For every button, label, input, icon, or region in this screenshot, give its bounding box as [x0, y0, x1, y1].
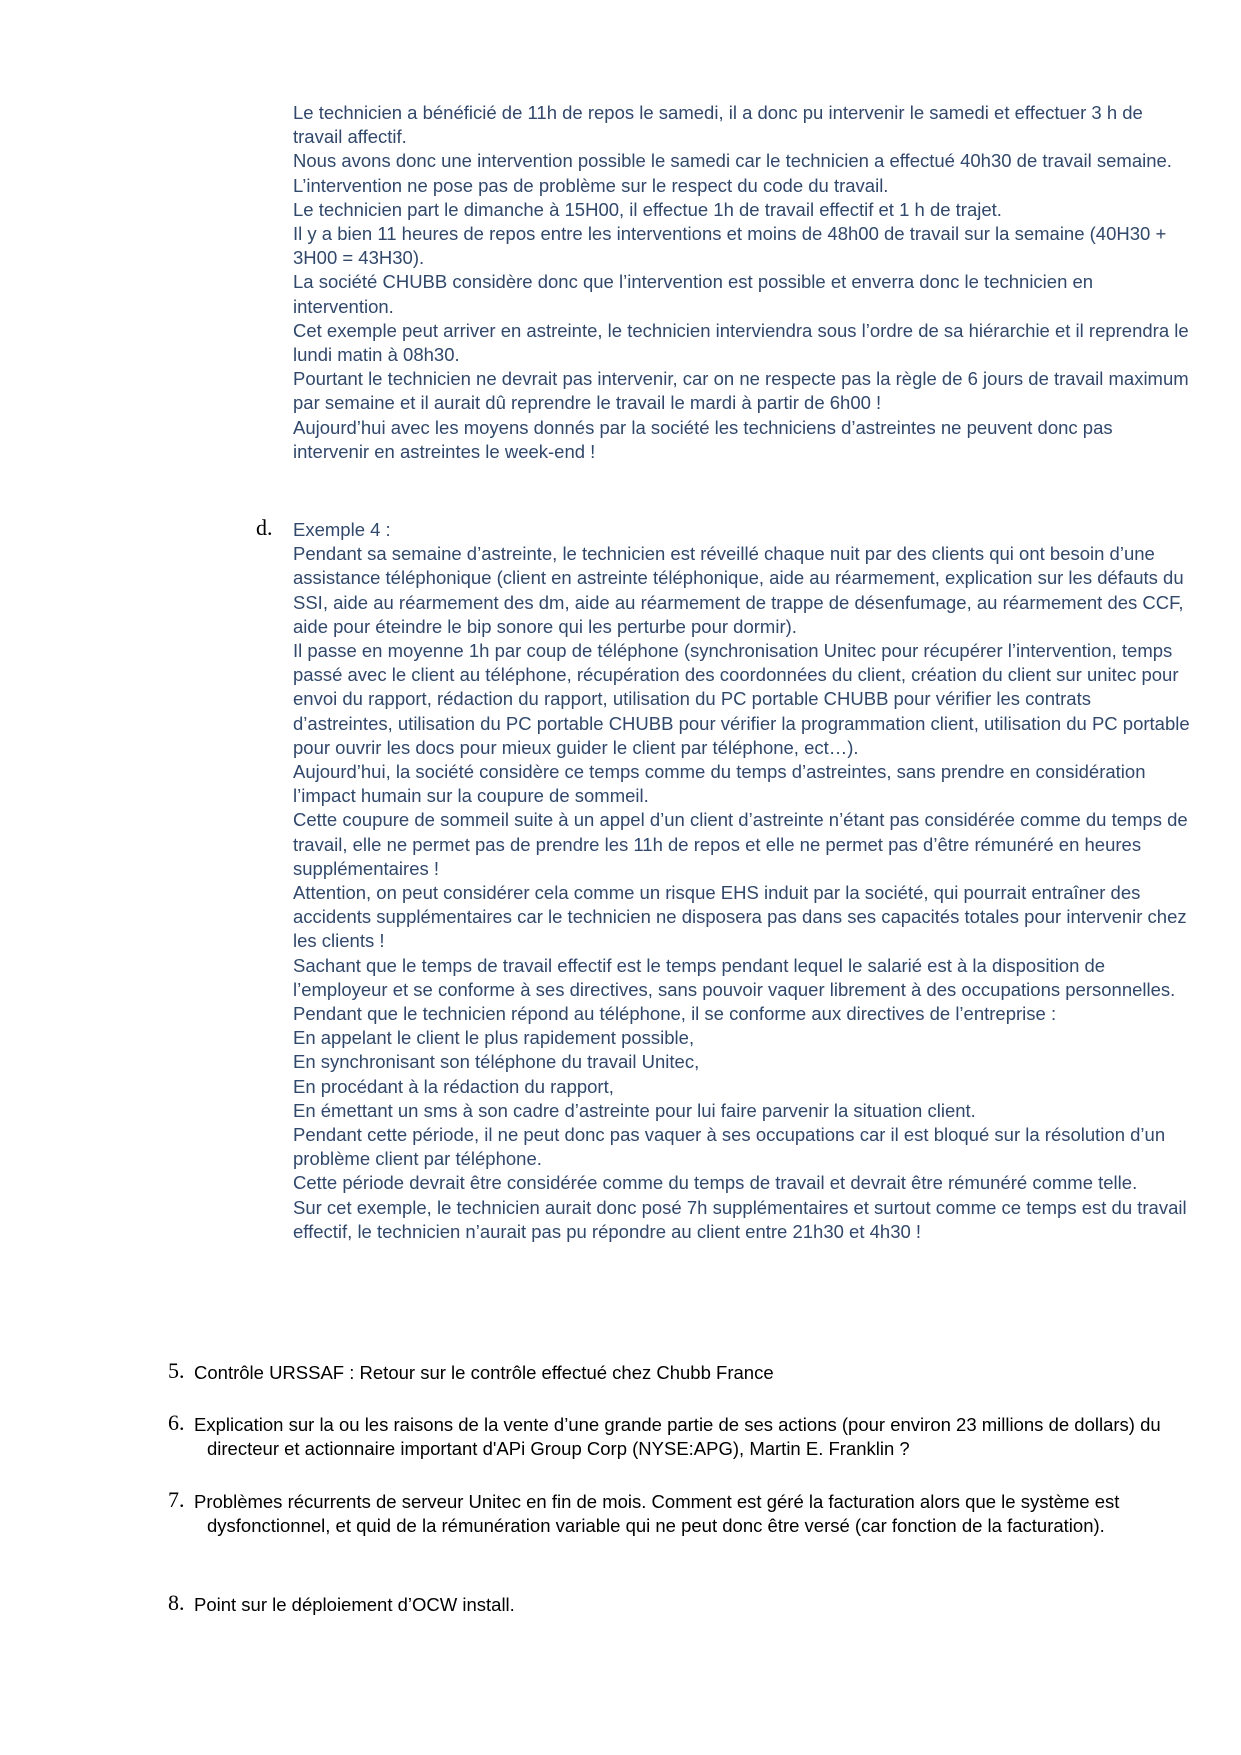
paragraph: Pendant que le technicien répond au téléphone, il se conforme aux directives de l’entreprise :: [293, 1003, 1057, 1025]
paragraph: Sachant que le temps de travail effectif est le temps pendant lequel le salarié est à la disposition de l’employeur et se conforme à ses directives, sans pouvoir vaquer librement à des occupations personnelles.: [293, 954, 1176, 1000]
paragraph: L’intervention ne pose pas de problème sur le respect du code du travail.: [293, 174, 889, 196]
example-4-section: [293, 518, 1193, 1244]
paragraph: Il passe en moyenne 1h par coup de téléphone (synchronisation Unitec pour récupérer l’intervention, temps passé avec le client au téléphone, récupération des coordonnées du client, création du client sur unitec pour envoi du rapport, rédaction du rapport, utilisation du PC portable CHUBB pour vérifier les contrats d’astreintes, utilisation du PC portable CHUBB pour vérifier la programmation client, utilisation du PC portable pour ouvrir les docs pour mieux guider le client par téléphone, ect…).: [293, 640, 1190, 758]
paragraph: Pendant cette période, il ne peut donc pas vaquer à ses occupations car il est bloqué sur la résolution d’un problème client par téléphone.: [293, 1124, 1166, 1170]
agenda-text: Point sur le déploiement d’OCW install.: [194, 1594, 515, 1615]
paragraph: Le technicien a bénéficié de 11h de repos le samedi, il a donc pu intervenir le samedi et effectuer 3 h de travail affectif.: [293, 102, 1143, 148]
example-3-continuation: [293, 101, 1193, 464]
paragraph: Sur cet exemple, le technicien aurait donc posé 7h supplémentaires et surtout comme ce temps est du travail effectif, le technicien n’aurait pas pu répondre au client entre 21h30 et 4h30 !: [293, 1196, 1187, 1242]
agenda-item-8: [168, 1590, 1198, 1617]
paragraph: Cette coupure de sommeil suite à un appel d’un client d’astreinte n’étant pas considérée comme du temps de travail, elle ne permet pas de prendre les 11h de repos et elle ne permet pas d’être rémunéré en heures supplémentaires !: [293, 809, 1188, 879]
paragraph: Il y a bien 11 heures de repos entre les interventions et moins de 48h00 de travail sur la semaine (40H30 + 3H00 = 43H30).: [293, 223, 1167, 269]
paragraph: Cette période devrait être considérée comme du temps de travail et devrait être rémunéré comme telle.: [293, 1172, 1138, 1194]
agenda-text: Contrôle URSSAF : Retour sur le contrôle effectué chez Chubb France: [194, 1362, 774, 1383]
agenda-number: 5.: [168, 1358, 185, 1383]
paragraph: Aujourd’hui avec les moyens donnés par la société les techniciens d’astreintes ne peuvent donc pas intervenir en astreintes le week-end !: [293, 416, 1113, 462]
agenda-text: Problèmes récurrents de serveur Unitec en fin de mois. Comment est géré la facturation alors que le système est dysfonctionnel, et quid de la rémunération variable qui ne peut donc être versé (car fonction de la facturation).: [194, 1491, 1120, 1537]
paragraph: Cet exemple peut arriver en astreinte, le technicien interviendra sous l’ordre de sa hiérarchie et il reprendra le lundi matin à 08h30.: [293, 319, 1189, 366]
agenda-number: 8.: [168, 1590, 185, 1615]
paragraph: Attention, on peut considérer cela comme un risque EHS induit par la société, qui pourrait entraîner des accidents supplémentaires car le technicien ne disposera pas dans ses capacités totales pour intervenir chez les clients !: [293, 882, 1187, 952]
agenda-text: Explication sur la ou les raisons de la vente d’une grande partie de ses actions (pour environ 23 millions de dollars) du directeur et actionnaire important d'APi Group Corp (NYSE:APG), Martin E. Franklin ?: [194, 1414, 1161, 1460]
paragraph: Aujourd’hui, la société considère ce temps comme du temps d’astreintes, sans prendre en considération l’impact humain sur la coupure de sommeil.: [293, 761, 1146, 807]
paragraph: Le technicien part le dimanche à 15H00, il effectue 1h de travail effectif et 1 h de trajet.: [293, 198, 1002, 220]
section-heading: Exemple 4 :: [293, 519, 391, 540]
paragraph: En appelant le client le plus rapidement possible,: [293, 1027, 695, 1049]
paragraph: En procédant à la rédaction du rapport,: [293, 1075, 614, 1097]
paragraph: Nous avons donc une intervention possible le samedi car le technicien a effectué 40h30 de travail semaine.: [293, 150, 1172, 172]
paragraph: En émettant un sms à son cadre d’astreinte pour lui faire parvenir la situation client.: [293, 1099, 976, 1121]
agenda-number: 6.: [168, 1410, 185, 1435]
list-marker-d: d.: [256, 515, 273, 540]
agenda-item-6: [168, 1410, 1198, 1461]
agenda-item-5: [168, 1358, 1198, 1385]
agenda-item-7: [168, 1487, 1198, 1538]
agenda-number: 7.: [168, 1487, 185, 1512]
paragraph: Pourtant le technicien ne devrait pas intervenir, car on ne respecte pas la règle de 6 jours de travail maximum par semaine et il aurait dû reprendre le travail le mardi à partir de 6h00 !: [293, 368, 1189, 414]
paragraph: En synchronisant son téléphone du travail Unitec,: [293, 1051, 700, 1073]
paragraph: Pendant sa semaine d’astreinte, le technicien est réveillé chaque nuit par des clients qui ont besoin d’une assistance téléphonique (client en astreinte téléphonique, aide au réarmement, explication sur les défauts du SSI, aide au réarmement des dm, aide au réarmement de trappe de désenfumage, au réarmement des CCF, aide pour éteindre le bip sonore qui les perturbe pour dormir).: [293, 543, 1184, 637]
paragraph: La société CHUBB considère donc que l’intervention est possible et enverra donc le technicien en intervention.: [293, 271, 1094, 317]
